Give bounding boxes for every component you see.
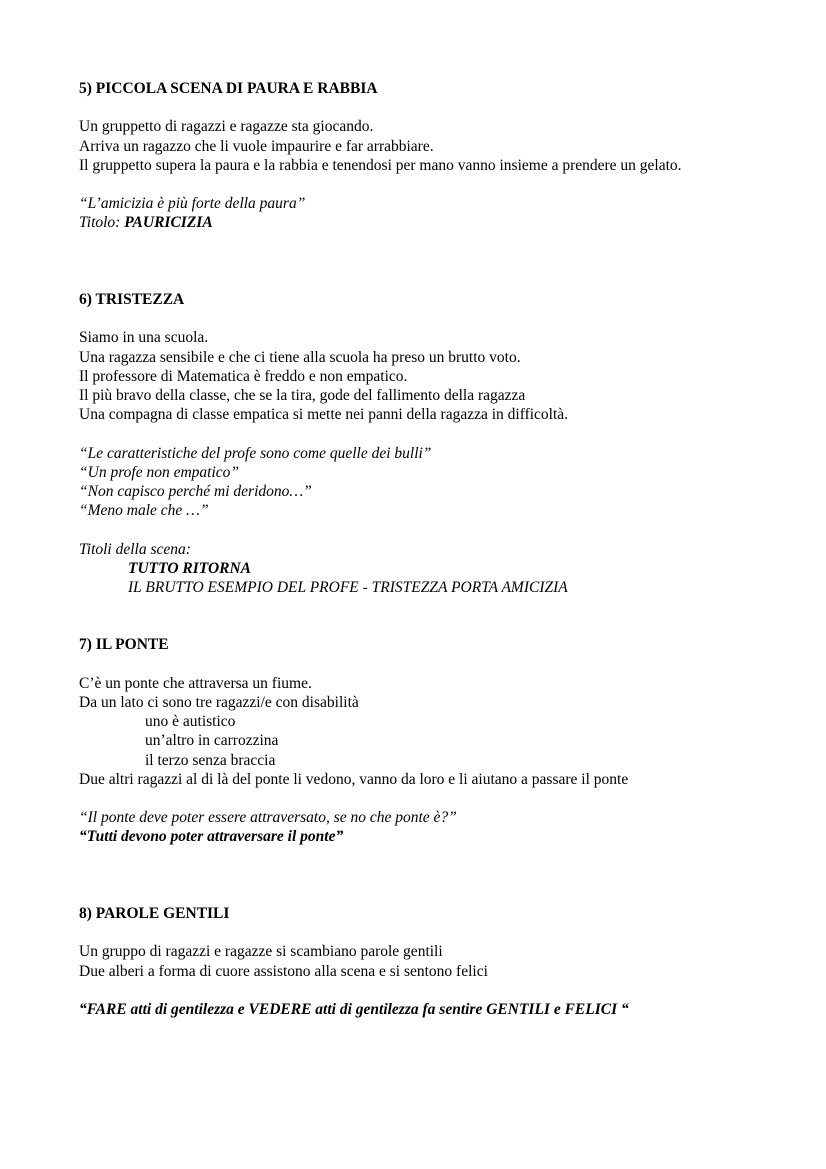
body-line: Due alberi a forma di cuore assistono alla scena e si sentono felici (79, 962, 488, 980)
title-label: Titolo: (79, 214, 125, 232)
title-value: PAURICIZIA (124, 214, 213, 232)
body-line: Siamo in una scuola. (79, 329, 209, 347)
title-line (79, 213, 799, 232)
bold-quote-line: “FARE atti di gentilezza e VEDERE atti di gentilezza fa sentire GENTILI e FELICI “ (79, 1001, 629, 1018)
bold-quote-line: “Tutti devono poter attraversare il ponte” (79, 828, 344, 846)
section-7 (79, 635, 799, 846)
list-item: uno è autistico (145, 713, 236, 731)
body-line: Il professore di Matematica è freddo e non empatico. (79, 367, 408, 385)
quote-line: “Un profe non empatico” (79, 463, 240, 481)
list-item: un’altro in carrozzina (145, 732, 279, 750)
quote-line: “Non capisco perché mi deridono…” (79, 482, 312, 500)
section-8 (79, 904, 799, 1019)
list-item: il terzo senza braccia (145, 751, 276, 769)
body-line: Da un lato ci sono tre ragazzi/e con disabilità (79, 694, 359, 711)
section-heading: 6) TRISTEZZA (79, 291, 185, 309)
section-6 (79, 290, 799, 597)
body-line: Il gruppetto supera la paura e la rabbia e tenendosi per mano vanno insieme a prendere un gelato. (79, 156, 682, 174)
body-line: C’è un ponte che attraversa un fiume. (79, 674, 312, 692)
document-page (79, 79, 799, 1019)
section-5 (79, 79, 799, 233)
quote-line: “Il ponte deve poter essere attraversato, se no che ponte è?” (79, 809, 457, 827)
section-heading: 8) PAROLE GENTILI (79, 905, 230, 923)
body-line: Una compagna di classe empatica si mette nei panni della ragazza in difficoltà. (79, 406, 569, 424)
body-line: Il più bravo della classe, che se la tira, gode del fallimento della ragazza (79, 387, 526, 404)
section-heading: 7) IL PONTE (79, 636, 169, 654)
scene-title-1: TUTTO RITORNA (128, 559, 252, 577)
body-line: Un gruppetto di ragazzi e ragazze sta giocando. (79, 118, 374, 136)
scene-title-2: IL BRUTTO ESEMPIO DEL PROFE - TRISTEZZA PORTA AMICIZIA (128, 578, 568, 596)
quote-line: “L’amicizia è più forte della paura” (79, 195, 306, 213)
titles-label: Titoli della scena: (79, 540, 191, 558)
body-line: Due altri ragazzi al di là del ponte li vedono, vanno da loro e li aiutano a passare il ponte (79, 770, 629, 788)
body-line: Arriva un ragazzo che li vuole impaurire e far arrabbiare. (79, 137, 434, 155)
body-line: Un gruppo di ragazzi e ragazze si scambiano parole gentili (79, 943, 443, 961)
quote-line: “Meno male che …” (79, 502, 209, 520)
section-heading: 5) PICCOLA SCENA DI PAURA E RABBIA (79, 80, 378, 97)
body-line: Una ragazza sensibile e che ci tiene alla scuola ha preso un brutto voto. (79, 348, 521, 366)
quote-line: “Le caratteristiche del profe sono come quelle dei bulli” (79, 444, 432, 462)
